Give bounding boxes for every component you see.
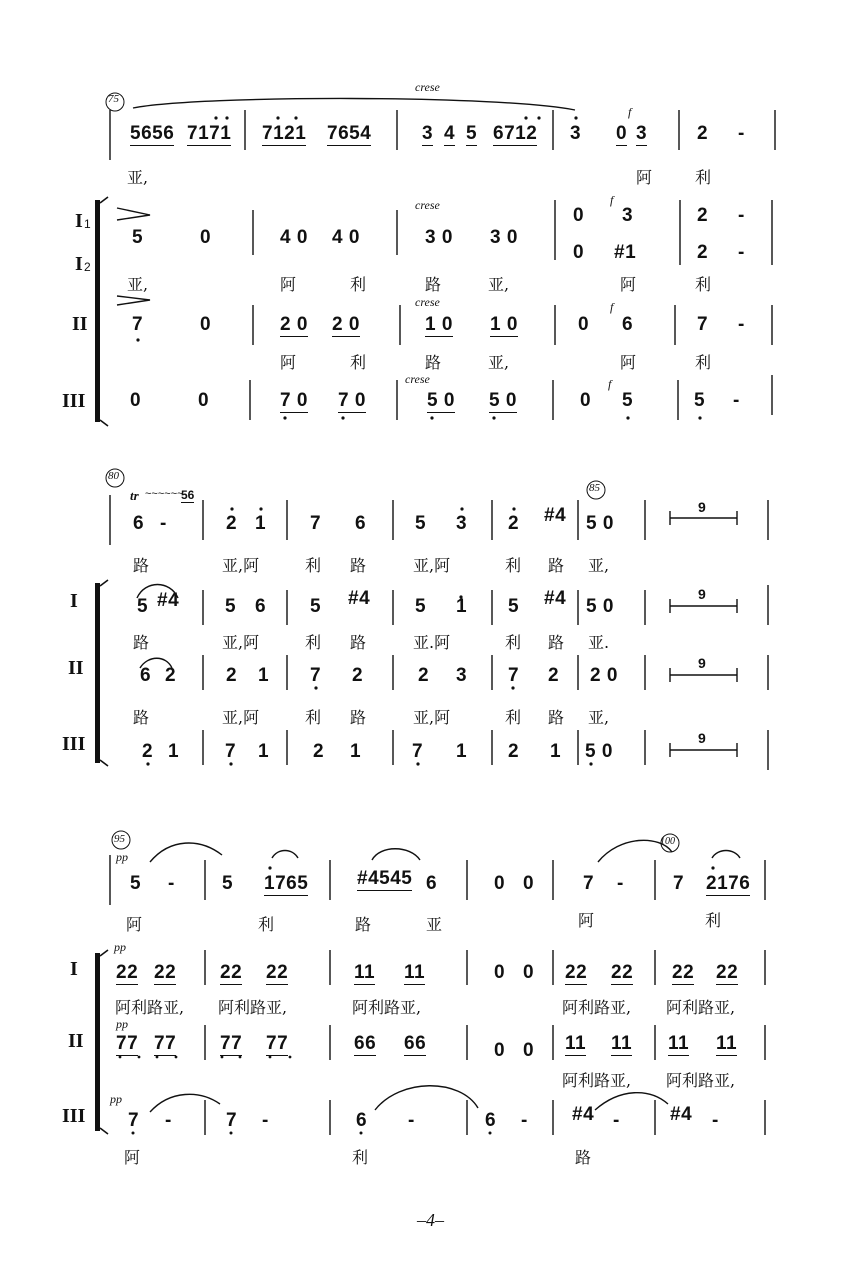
note: 7 <box>697 314 709 335</box>
note-dash: - <box>733 390 740 411</box>
note: 7 <box>226 1110 238 1131</box>
lyric: 利 <box>505 556 522 575</box>
note-group: #4545 <box>357 868 413 889</box>
lyric: 利 <box>305 633 322 652</box>
note: 2 <box>418 665 430 686</box>
part-label-sub: 1 <box>84 217 91 231</box>
note-group: 11 <box>565 1033 587 1054</box>
lyric: 路 <box>350 633 367 652</box>
grace-notes: 56 <box>181 488 195 502</box>
note: 5 <box>508 596 520 617</box>
dynamic-crescendo: crese <box>415 295 440 309</box>
note: 5 <box>415 596 427 617</box>
note: 0 <box>616 123 628 144</box>
lyric: 利 <box>305 708 322 727</box>
lyric: 阿 <box>280 275 297 294</box>
note: 0 <box>573 242 585 263</box>
part-label: II <box>72 313 88 335</box>
note: 5 <box>137 596 149 617</box>
note: 2 <box>508 741 520 762</box>
note: 5 <box>694 390 706 411</box>
multi-rest-count: 9 <box>698 586 706 602</box>
lyric: 阿利路亚, <box>666 1071 736 1090</box>
lyric: 利 <box>695 275 712 294</box>
lyric: 路 <box>355 915 372 934</box>
note: 6 <box>426 873 438 894</box>
multi-rest-count: 9 <box>698 499 706 515</box>
lyric: 利 <box>695 168 712 187</box>
note: 0 <box>200 314 212 335</box>
note-group: 6712 <box>493 123 538 144</box>
note-pair: 4 0 <box>332 227 360 248</box>
lyric: 亚,阿 <box>222 633 260 652</box>
lyric: 阿利路亚, <box>352 998 422 1017</box>
note: 5 <box>466 123 478 144</box>
note-pair: 5 0 <box>586 596 614 617</box>
note: 3 <box>636 123 648 144</box>
note-group: 11 <box>716 1033 738 1054</box>
note-group: 11 <box>668 1033 690 1054</box>
note: 5 <box>310 596 322 617</box>
dynamic-forte: f <box>610 300 614 314</box>
note-dash: - <box>521 1110 528 1131</box>
note: 2 <box>697 205 709 226</box>
lyric: 路 <box>133 633 150 652</box>
note: #4 <box>348 588 371 609</box>
note: 5 <box>132 227 144 248</box>
lyric: 利 <box>258 915 275 934</box>
lyric: 利 <box>350 353 367 372</box>
part-label: II <box>68 1030 84 1052</box>
lyric: 亚 <box>426 915 443 934</box>
lyric: 阿利路亚, <box>666 998 736 1017</box>
note: 3 <box>422 123 434 144</box>
note: 2 <box>165 665 177 686</box>
note-pair: 2 0 <box>280 314 308 335</box>
note-group: 22 <box>716 962 739 983</box>
note: 2 <box>548 665 560 686</box>
note: #4 <box>572 1104 595 1125</box>
note: 2 <box>142 741 154 762</box>
note-group: 22 <box>116 962 139 983</box>
note-dash: - <box>160 513 167 534</box>
note-pair: 5 0 <box>489 390 517 411</box>
note-group: 11 <box>404 962 426 983</box>
note: 2 <box>508 513 520 534</box>
dynamic-pianissimo: pp <box>110 1092 122 1106</box>
note-pair: 5 0 <box>585 741 613 762</box>
note-group: 22 <box>154 962 177 983</box>
note: 4 <box>444 123 456 144</box>
lyric: 利 <box>350 275 367 294</box>
lyric: 阿利路亚, <box>562 1071 632 1090</box>
lyric: 亚, <box>488 275 510 294</box>
measure-number-95: 95 <box>114 833 125 845</box>
note: 2 <box>313 741 325 762</box>
part-label: I <box>75 210 83 232</box>
measure-number-80: 80 <box>108 470 119 482</box>
dynamic-crescendo: crese <box>415 198 440 212</box>
note: 1 <box>350 741 362 762</box>
lyric: 利 <box>505 708 522 727</box>
dynamic-pianissimo: pp <box>116 1017 128 1031</box>
note: 1 <box>168 741 180 762</box>
note: #4 <box>544 505 567 526</box>
lyric: 路 <box>133 556 150 575</box>
note-group: 11 <box>611 1033 633 1054</box>
lyric: 路 <box>133 708 150 727</box>
part-label: III <box>62 733 86 755</box>
note: 1 <box>456 741 468 762</box>
dynamic-forte: f <box>628 105 632 119</box>
lyric: 亚,阿 <box>222 708 260 727</box>
note: 2 <box>352 665 364 686</box>
lyric: 阿利路亚, <box>218 998 288 1017</box>
part-label-sub: 2 <box>84 260 91 274</box>
note: 5 <box>222 873 234 894</box>
lyric: 阿 <box>126 915 143 934</box>
note: 0 <box>198 390 210 411</box>
note-group: 22 <box>266 962 289 983</box>
note-pair: 4 0 <box>280 227 308 248</box>
lyric: 路 <box>548 708 565 727</box>
note: 0 <box>580 390 592 411</box>
lyric: 亚, <box>588 556 610 575</box>
lyric: 亚, <box>127 275 149 294</box>
note: 5 <box>130 873 142 894</box>
note-group: 77 <box>266 1033 289 1054</box>
multi-rest-count: 9 <box>698 730 706 746</box>
note: 1 <box>258 665 270 686</box>
lyric: 阿 <box>636 168 653 187</box>
lyric: 路 <box>350 708 367 727</box>
lyric: 亚,阿 <box>413 708 451 727</box>
lyric: 利 <box>305 556 322 575</box>
note-pair: 5 0 <box>586 513 614 534</box>
part-label: I <box>70 958 78 980</box>
lyric: 亚, <box>488 353 510 372</box>
trill-wave: ~~~~~~ <box>145 488 184 500</box>
note-pair: 5 0 <box>427 390 455 411</box>
note: 0 <box>523 873 535 894</box>
multi-rest-count: 9 <box>698 655 706 671</box>
note-group: 7654 <box>327 123 372 144</box>
note: 0 <box>130 390 142 411</box>
note: #1 <box>614 242 637 263</box>
lyric: 阿 <box>124 1148 141 1167</box>
dynamic-crescendo: crese <box>405 372 430 386</box>
note: 3 <box>456 665 468 686</box>
dynamic-pianissimo: pp <box>114 940 126 954</box>
note: 6 <box>255 596 267 617</box>
note-dash: - <box>613 1110 620 1131</box>
note: 3 <box>456 513 468 534</box>
lyric: 阿 <box>578 911 595 930</box>
note: #4 <box>670 1104 693 1125</box>
lyric: 亚, <box>588 708 610 727</box>
note: 0 <box>578 314 590 335</box>
lyric: 路 <box>548 556 565 575</box>
note-group: 7171 <box>187 123 232 144</box>
lyric: 阿 <box>620 275 637 294</box>
note: 0 <box>494 962 506 983</box>
note: 2 <box>226 665 238 686</box>
note: 7 <box>673 873 685 894</box>
note-group: 22 <box>672 962 695 983</box>
note-group: 22 <box>220 962 243 983</box>
note: 5 <box>622 390 634 411</box>
note: 7 <box>310 513 322 534</box>
note: #4 <box>157 590 180 611</box>
note: 6 <box>485 1110 497 1131</box>
note-dash: - <box>738 242 745 263</box>
note-pair: 7 0 <box>280 390 308 411</box>
note: 1 <box>456 596 468 617</box>
lyric: 阿利路亚, <box>115 998 185 1017</box>
note: 3 <box>570 123 582 144</box>
lyric: 阿利路亚, <box>562 998 632 1017</box>
note: 0 <box>573 205 585 226</box>
note-group: 5656 <box>130 123 175 144</box>
part-label: III <box>62 1105 86 1127</box>
note-group: 77 <box>220 1033 243 1054</box>
part-label: II <box>68 657 84 679</box>
note-group: 77 <box>116 1033 139 1054</box>
note: 7 <box>128 1110 140 1131</box>
measure-number-100: 100 <box>660 836 675 847</box>
note-group: 2176 <box>706 873 751 894</box>
note-dash: - <box>738 205 745 226</box>
note: 5 <box>225 596 237 617</box>
note-group: 22 <box>565 962 588 983</box>
note: 0 <box>494 1040 506 1061</box>
note-group: 77 <box>154 1033 177 1054</box>
note: 6 <box>622 314 634 335</box>
note-pair: 1 0 <box>490 314 518 335</box>
part-label: I <box>75 253 83 275</box>
note: 1 <box>550 741 562 762</box>
lyric: 利 <box>505 633 522 652</box>
lyric: 路 <box>548 633 565 652</box>
note-dash: - <box>617 873 624 894</box>
note-dash: - <box>738 123 745 144</box>
trill-mark: tr <box>130 488 139 503</box>
lyric: 利 <box>705 911 722 930</box>
note-pair: 3 0 <box>425 227 453 248</box>
lyric: 路 <box>350 556 367 575</box>
measure-number-85: 85 <box>589 482 600 494</box>
note-dash: - <box>408 1110 415 1131</box>
note: 6 <box>140 665 152 686</box>
lyric: 亚, <box>127 168 149 187</box>
lyric: 亚,阿 <box>222 556 260 575</box>
page-number: –4– <box>417 1210 444 1230</box>
note-group: 66 <box>354 1033 377 1054</box>
note: #4 <box>544 588 567 609</box>
note-group: 66 <box>404 1033 427 1054</box>
note: 7 <box>132 314 144 335</box>
note: 6 <box>355 513 367 534</box>
note: 7 <box>412 741 424 762</box>
lyric: 亚. <box>588 633 610 652</box>
dynamic-crescendo: crese <box>415 80 440 94</box>
note-dash: - <box>712 1110 719 1131</box>
note-group: 7121 <box>262 123 307 144</box>
note: 7 <box>583 873 595 894</box>
lyric: 亚.阿 <box>413 633 451 652</box>
dynamic-pianissimo: pp <box>116 850 128 864</box>
note-dash: - <box>738 314 745 335</box>
note: 2 <box>226 513 238 534</box>
note: 0 <box>523 1040 535 1061</box>
lyric: 亚,阿 <box>413 556 451 575</box>
dynamic-forte: f <box>608 377 612 391</box>
note-pair: 2 0 <box>332 314 360 335</box>
note: 0 <box>523 962 535 983</box>
note: 6 <box>356 1110 368 1131</box>
note: 0 <box>200 227 212 248</box>
lyric: 路 <box>575 1148 592 1167</box>
note-dash: - <box>168 873 175 894</box>
note-pair: 1 0 <box>425 314 453 335</box>
note-pair: 3 0 <box>490 227 518 248</box>
note: 2 <box>697 242 709 263</box>
note: 1 <box>255 513 267 534</box>
note-group: 22 <box>611 962 634 983</box>
note-dash: - <box>262 1110 269 1131</box>
note: 1 <box>258 741 270 762</box>
note-dash: - <box>165 1110 172 1131</box>
lyric: 利 <box>352 1148 369 1167</box>
note-pair: 2 0 <box>590 665 618 686</box>
lyric: 路 <box>425 353 442 372</box>
note: 3 <box>622 205 634 226</box>
note: 7 <box>225 741 237 762</box>
dynamic-forte: f <box>610 193 614 207</box>
note: 6 <box>133 513 145 534</box>
note: 2 <box>697 123 709 144</box>
lyric: 利 <box>695 353 712 372</box>
note: 5 <box>415 513 427 534</box>
measure-number-75: 75 <box>108 93 119 105</box>
part-label: I <box>70 590 78 612</box>
note: 7 <box>310 665 322 686</box>
note: 0 <box>494 873 506 894</box>
note-group: 11 <box>354 962 376 983</box>
part-label: III <box>62 390 86 412</box>
note: 7 <box>508 665 520 686</box>
lyric: 阿 <box>620 353 637 372</box>
lyric: 路 <box>425 275 442 294</box>
lyric: 阿 <box>280 353 297 372</box>
note-group: 1765 <box>264 873 309 894</box>
note-pair: 7 0 <box>338 390 366 411</box>
